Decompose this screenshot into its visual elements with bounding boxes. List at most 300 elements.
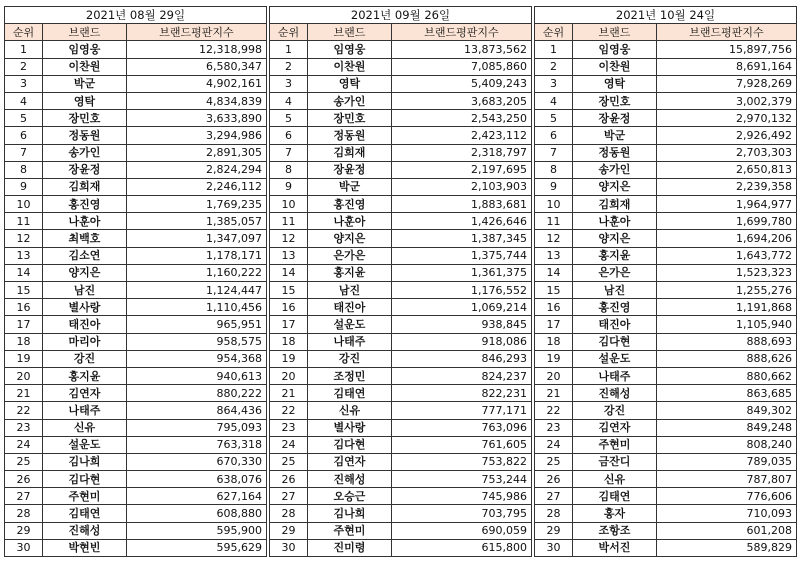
brand-cell: 김나희 — [308, 505, 392, 522]
table-row — [535, 539, 797, 556]
table-row — [5, 522, 267, 539]
score-cell: 13,873,562 — [392, 41, 532, 58]
table-row — [270, 367, 532, 384]
brand-cell: 김희재 — [573, 196, 657, 213]
brand-cell: 금잔디 — [573, 453, 657, 470]
table-row — [5, 471, 267, 488]
brand-cell: 임영웅 — [573, 41, 657, 58]
score-cell: 1,523,323 — [657, 264, 797, 281]
brand-cell: 김다현 — [308, 436, 392, 453]
header-brand: 브랜드 — [573, 24, 657, 41]
table-row — [270, 299, 532, 316]
brand-cell: 송가인 — [573, 161, 657, 178]
score-cell: 1,699,780 — [657, 213, 797, 230]
rank-cell: 26 — [535, 471, 573, 488]
header-brand: 브랜드 — [308, 24, 392, 41]
brand-cell: 홍지윤 — [573, 247, 657, 264]
rank-cell: 28 — [5, 505, 43, 522]
rank-cell: 1 — [270, 41, 308, 58]
rank-cell: 12 — [5, 230, 43, 247]
score-cell: 1,385,057 — [127, 213, 267, 230]
brand-cell: 진해성 — [43, 522, 127, 539]
rank-cell: 16 — [5, 299, 43, 316]
rank-cell: 9 — [5, 178, 43, 195]
score-cell: 2,103,903 — [392, 178, 532, 195]
rank-cell: 25 — [5, 453, 43, 470]
table-row — [535, 110, 797, 127]
table-row — [270, 213, 532, 230]
score-cell: 954,368 — [127, 350, 267, 367]
table-row — [5, 75, 267, 92]
brand-cell: 진미령 — [308, 539, 392, 556]
table-row — [535, 41, 797, 58]
table-row — [5, 299, 267, 316]
brand-cell: 박군 — [43, 75, 127, 92]
score-cell: 849,248 — [657, 419, 797, 436]
table-row — [270, 178, 532, 195]
table-date: 2021년 10월 24일 — [535, 7, 797, 24]
brand-cell: 김연자 — [573, 419, 657, 436]
brand-cell: 홍자 — [573, 505, 657, 522]
score-cell: 824,237 — [392, 367, 532, 384]
brand-cell: 김태연 — [308, 385, 392, 402]
brand-cell: 영탁 — [43, 92, 127, 109]
brand-cell: 조항조 — [573, 522, 657, 539]
score-cell: 1,176,552 — [392, 282, 532, 299]
rank-cell: 18 — [5, 333, 43, 350]
rank-cell: 6 — [270, 127, 308, 144]
table-row — [5, 247, 267, 264]
score-cell: 940,613 — [127, 367, 267, 384]
brand-cell: 별사랑 — [308, 419, 392, 436]
score-cell: 595,900 — [127, 522, 267, 539]
score-cell: 808,240 — [657, 436, 797, 453]
table-row — [270, 41, 532, 58]
score-cell: 1,361,375 — [392, 264, 532, 281]
score-cell: 763,096 — [392, 419, 532, 436]
score-cell: 2,543,250 — [392, 110, 532, 127]
brand-cell: 신유 — [308, 402, 392, 419]
brand-cell: 장민호 — [308, 110, 392, 127]
rank-cell: 17 — [535, 316, 573, 333]
rank-cell: 12 — [535, 230, 573, 247]
table-row — [5, 144, 267, 161]
brand-cell: 김연자 — [308, 453, 392, 470]
brand-cell: 장민호 — [43, 110, 127, 127]
table-row — [535, 385, 797, 402]
rank-cell: 27 — [5, 488, 43, 505]
table-row — [5, 453, 267, 470]
brand-cell: 임영웅 — [43, 41, 127, 58]
rank-cell: 20 — [535, 367, 573, 384]
score-cell: 938,845 — [392, 316, 532, 333]
score-cell: 745,986 — [392, 488, 532, 505]
brand-cell: 강진 — [43, 350, 127, 367]
brand-cell: 박서진 — [573, 539, 657, 556]
brand-cell: 마리아 — [43, 333, 127, 350]
table-row — [535, 213, 797, 230]
table-row — [5, 488, 267, 505]
table-row — [270, 419, 532, 436]
brand-cell: 송가인 — [308, 92, 392, 109]
header-score: 브랜드평판지수 — [657, 24, 797, 41]
rank-cell: 14 — [535, 264, 573, 281]
table-row — [535, 75, 797, 92]
rank-cell: 7 — [5, 144, 43, 161]
score-cell: 1,694,206 — [657, 230, 797, 247]
rank-cell: 6 — [535, 127, 573, 144]
brand-cell: 박군 — [573, 127, 657, 144]
table-row — [270, 230, 532, 247]
score-cell: 753,822 — [392, 453, 532, 470]
table-row — [535, 178, 797, 195]
rank-cell: 9 — [535, 178, 573, 195]
table-row — [535, 127, 797, 144]
score-cell: 777,171 — [392, 402, 532, 419]
rank-cell: 25 — [270, 453, 308, 470]
score-cell: 690,059 — [392, 522, 532, 539]
table-row — [535, 299, 797, 316]
score-cell: 1,110,456 — [127, 299, 267, 316]
table-row — [535, 247, 797, 264]
brand-cell: 오승근 — [308, 488, 392, 505]
table-row — [5, 436, 267, 453]
brand-cell: 장윤정 — [43, 161, 127, 178]
score-cell: 1,178,171 — [127, 247, 267, 264]
brand-cell: 장윤정 — [308, 161, 392, 178]
header-brand: 브랜드 — [43, 24, 127, 41]
score-cell: 761,605 — [392, 436, 532, 453]
score-cell: 2,246,112 — [127, 178, 267, 195]
score-cell: 776,606 — [657, 488, 797, 505]
brand-cell: 영탁 — [573, 75, 657, 92]
brand-cell: 장윤정 — [573, 110, 657, 127]
brand-cell: 남진 — [308, 282, 392, 299]
brand-cell: 은가은 — [308, 247, 392, 264]
table-row — [5, 178, 267, 195]
rank-cell: 30 — [535, 539, 573, 556]
rank-cell: 1 — [5, 41, 43, 58]
score-cell: 863,685 — [657, 385, 797, 402]
header-rank: 순위 — [270, 24, 308, 41]
rank-cell: 19 — [5, 350, 43, 367]
table-row — [5, 539, 267, 556]
table-row — [5, 196, 267, 213]
rank-cell: 9 — [270, 178, 308, 195]
table-row — [535, 333, 797, 350]
brand-cell: 조정민 — [308, 367, 392, 384]
brand-cell: 남진 — [43, 282, 127, 299]
rank-cell: 2 — [5, 58, 43, 75]
ranking-table-3 — [534, 6, 797, 557]
rank-cell: 25 — [535, 453, 573, 470]
brand-cell: 강진 — [308, 350, 392, 367]
brand-cell: 이찬원 — [43, 58, 127, 75]
table-row — [270, 247, 532, 264]
brand-cell: 정동원 — [308, 127, 392, 144]
brand-cell: 주현미 — [573, 436, 657, 453]
rank-cell: 15 — [270, 282, 308, 299]
table-row — [535, 402, 797, 419]
brand-cell: 설운도 — [43, 436, 127, 453]
score-cell: 7,928,269 — [657, 75, 797, 92]
rank-cell: 2 — [270, 58, 308, 75]
score-cell: 2,926,492 — [657, 127, 797, 144]
score-cell: 608,880 — [127, 505, 267, 522]
table-row — [535, 144, 797, 161]
table-row — [5, 402, 267, 419]
brand-cell: 김나희 — [43, 453, 127, 470]
rank-cell: 24 — [5, 436, 43, 453]
table-row — [270, 110, 532, 127]
table-row — [535, 436, 797, 453]
score-cell: 2,970,132 — [657, 110, 797, 127]
table-row — [270, 92, 532, 109]
brand-cell: 이찬원 — [308, 58, 392, 75]
score-cell: 4,834,839 — [127, 92, 267, 109]
table-row — [535, 505, 797, 522]
rank-cell: 26 — [270, 471, 308, 488]
score-cell: 1,255,276 — [657, 282, 797, 299]
score-cell: 787,807 — [657, 471, 797, 488]
table-row — [5, 333, 267, 350]
score-cell: 710,093 — [657, 505, 797, 522]
score-cell: 822,231 — [392, 385, 532, 402]
rank-cell: 4 — [535, 92, 573, 109]
table-row — [535, 92, 797, 109]
brand-cell: 김다현 — [573, 333, 657, 350]
brand-cell: 양지은 — [43, 264, 127, 281]
table-row — [5, 264, 267, 281]
table-row — [535, 367, 797, 384]
brand-cell: 태진아 — [308, 299, 392, 316]
brand-cell: 임영웅 — [308, 41, 392, 58]
score-cell: 846,293 — [392, 350, 532, 367]
table-row — [270, 58, 532, 75]
brand-cell: 태진아 — [573, 316, 657, 333]
score-cell: 12,318,998 — [127, 41, 267, 58]
score-cell: 8,691,164 — [657, 58, 797, 75]
score-cell: 703,795 — [392, 505, 532, 522]
brand-cell: 이찬원 — [573, 58, 657, 75]
score-cell: 1,124,447 — [127, 282, 267, 299]
brand-cell: 영탁 — [308, 75, 392, 92]
rank-cell: 24 — [535, 436, 573, 453]
brand-cell: 홍진영 — [573, 299, 657, 316]
rank-cell: 21 — [535, 385, 573, 402]
table-row — [535, 316, 797, 333]
table-row — [270, 333, 532, 350]
rank-cell: 21 — [270, 385, 308, 402]
brand-cell: 나훈아 — [573, 213, 657, 230]
table-row — [270, 127, 532, 144]
score-cell: 918,086 — [392, 333, 532, 350]
brand-cell: 김태연 — [573, 488, 657, 505]
brand-cell: 송가인 — [43, 144, 127, 161]
score-cell: 795,093 — [127, 419, 267, 436]
rank-cell: 10 — [535, 196, 573, 213]
table-row — [535, 58, 797, 75]
rank-cell: 13 — [270, 247, 308, 264]
brand-cell: 나태주 — [308, 333, 392, 350]
table-row — [270, 196, 532, 213]
table-row — [5, 127, 267, 144]
rank-cell: 15 — [5, 282, 43, 299]
brand-cell: 신유 — [573, 471, 657, 488]
table-date: 2021년 08월 29일 — [5, 7, 267, 24]
rank-cell: 29 — [5, 522, 43, 539]
rank-cell: 14 — [5, 264, 43, 281]
table-row — [5, 92, 267, 109]
table-row — [535, 350, 797, 367]
score-cell: 5,409,243 — [392, 75, 532, 92]
rank-cell: 26 — [5, 471, 43, 488]
ranking-table-1 — [4, 6, 267, 557]
table-row — [270, 161, 532, 178]
score-cell: 1,375,744 — [392, 247, 532, 264]
rank-cell: 5 — [270, 110, 308, 127]
brand-cell: 양지은 — [308, 230, 392, 247]
brand-cell: 나훈아 — [308, 213, 392, 230]
table-row — [5, 282, 267, 299]
score-cell: 615,800 — [392, 539, 532, 556]
table-row — [5, 58, 267, 75]
table-row — [270, 282, 532, 299]
score-cell: 670,330 — [127, 453, 267, 470]
table-row — [535, 196, 797, 213]
rank-cell: 13 — [535, 247, 573, 264]
table-row — [5, 367, 267, 384]
score-cell: 2,824,294 — [127, 161, 267, 178]
score-cell: 1,769,235 — [127, 196, 267, 213]
table-row — [5, 161, 267, 178]
rank-cell: 4 — [5, 92, 43, 109]
header-rank: 순위 — [535, 24, 573, 41]
score-cell: 958,575 — [127, 333, 267, 350]
header-score: 브랜드평판지수 — [392, 24, 532, 41]
rank-cell: 27 — [535, 488, 573, 505]
score-cell: 2,650,813 — [657, 161, 797, 178]
score-cell: 1,069,214 — [392, 299, 532, 316]
brand-cell: 나태주 — [43, 402, 127, 419]
rank-cell: 19 — [270, 350, 308, 367]
table-row — [270, 264, 532, 281]
score-cell: 789,035 — [657, 453, 797, 470]
brand-cell: 양지은 — [573, 178, 657, 195]
brand-cell: 강진 — [573, 402, 657, 419]
rank-cell: 19 — [535, 350, 573, 367]
brand-cell: 홍진영 — [43, 196, 127, 213]
table-row — [535, 471, 797, 488]
rank-cell: 29 — [535, 522, 573, 539]
score-cell: 880,222 — [127, 385, 267, 402]
brand-cell: 은가은 — [573, 264, 657, 281]
rank-cell: 17 — [5, 316, 43, 333]
table-row — [5, 110, 267, 127]
score-cell: 849,302 — [657, 402, 797, 419]
score-cell: 888,626 — [657, 350, 797, 367]
score-cell: 601,208 — [657, 522, 797, 539]
rank-cell: 1 — [535, 41, 573, 58]
rank-cell: 23 — [5, 419, 43, 436]
table-row — [535, 419, 797, 436]
table-row — [535, 264, 797, 281]
table-row — [270, 453, 532, 470]
brand-cell: 별사랑 — [43, 299, 127, 316]
header-rank: 순위 — [5, 24, 43, 41]
score-cell: 638,076 — [127, 471, 267, 488]
rank-cell: 27 — [270, 488, 308, 505]
brand-cell: 김태연 — [43, 505, 127, 522]
score-cell: 1,347,097 — [127, 230, 267, 247]
score-cell: 1,105,940 — [657, 316, 797, 333]
score-cell: 1,964,977 — [657, 196, 797, 213]
rank-cell: 15 — [535, 282, 573, 299]
score-cell: 15,897,756 — [657, 41, 797, 58]
brand-cell: 나훈아 — [43, 213, 127, 230]
brand-cell: 정동원 — [43, 127, 127, 144]
score-cell: 627,164 — [127, 488, 267, 505]
rank-cell: 22 — [270, 402, 308, 419]
brand-cell: 장민호 — [573, 92, 657, 109]
ranking-table-2 — [269, 6, 532, 557]
brand-cell: 김연자 — [43, 385, 127, 402]
table-row — [535, 522, 797, 539]
brand-cell: 주현미 — [308, 522, 392, 539]
rank-cell: 16 — [535, 299, 573, 316]
table-row — [535, 282, 797, 299]
score-cell: 753,244 — [392, 471, 532, 488]
rank-cell: 3 — [5, 75, 43, 92]
brand-cell: 홍지윤 — [43, 367, 127, 384]
rank-cell: 22 — [535, 402, 573, 419]
brand-cell: 정동원 — [573, 144, 657, 161]
rank-cell: 12 — [270, 230, 308, 247]
score-cell: 7,085,860 — [392, 58, 532, 75]
score-cell: 880,662 — [657, 367, 797, 384]
ranking-tables — [4, 6, 800, 557]
table-row — [270, 385, 532, 402]
rank-cell: 21 — [5, 385, 43, 402]
brand-cell: 김희재 — [308, 144, 392, 161]
table-row — [270, 471, 532, 488]
table-row — [5, 505, 267, 522]
score-cell: 2,197,695 — [392, 161, 532, 178]
brand-cell: 설운도 — [573, 350, 657, 367]
rank-cell: 30 — [5, 539, 43, 556]
table-row — [5, 213, 267, 230]
table-row — [5, 385, 267, 402]
table-row — [270, 316, 532, 333]
rank-cell: 8 — [5, 161, 43, 178]
table-row — [535, 453, 797, 470]
rank-cell: 14 — [270, 264, 308, 281]
header-score: 브랜드평판지수 — [127, 24, 267, 41]
rank-cell: 2 — [535, 58, 573, 75]
table-row — [270, 539, 532, 556]
table-row — [5, 230, 267, 247]
score-cell: 888,693 — [657, 333, 797, 350]
table-row — [270, 75, 532, 92]
table-row — [5, 350, 267, 367]
table-row — [270, 505, 532, 522]
brand-cell: 진해성 — [573, 385, 657, 402]
score-cell: 589,829 — [657, 539, 797, 556]
rank-cell: 28 — [270, 505, 308, 522]
rank-cell: 5 — [5, 110, 43, 127]
rank-cell: 10 — [5, 196, 43, 213]
score-cell: 1,643,772 — [657, 247, 797, 264]
